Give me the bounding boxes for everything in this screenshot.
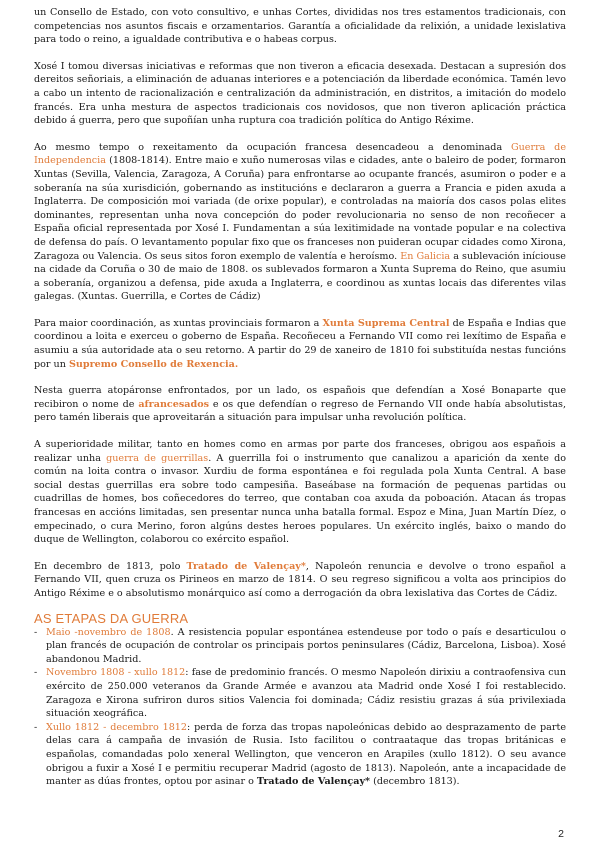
stage-period-link[interactable]: Xullo 1812 - decembro 1812 xyxy=(46,721,188,733)
page-number: 2 xyxy=(558,828,564,840)
list-item xyxy=(34,626,566,667)
text: Nesta guerra atopáronse enfrontados, por un lado, os españois que defendían a Xosé Bonaparte que recibiron o nome de xyxy=(34,385,566,410)
stage-bold-term: Tratado de Valençay* xyxy=(256,776,371,788)
text: Para maior coordinación, as xuntas provinciais formaron a xyxy=(34,317,323,329)
link-guerra-independencia[interactable]: Guerra de Independencia xyxy=(34,141,566,167)
stage-text: : fase de predominio francés. O mesmo Napoleón dirixiu a contraofensiva cun exército de 250.000 veteranos da Grande Armée e avanzou ata Madrid onde Xosé I foi restablecido. Zaragoza e Xirona sufriron duros sitios Valencia foi dominada; Cádiz resistiu grazas á súa privilexiada situación xeográfica. xyxy=(46,667,566,720)
stage-text: (decembro 1813). xyxy=(370,776,460,788)
link-guerra-guerrillas[interactable]: guerra de guerrillas xyxy=(106,452,209,464)
dash-bullet: - xyxy=(34,626,38,638)
stage-text: . A resistencia popular espontánea estendeuse por todo o país e desarticulou o plan francés de ocupación de controlar os principais portos peninsulares (Cádiz, Barcelona, Lisboa). Xosé abandonou Madrid. xyxy=(46,626,566,665)
link-xunta-suprema-central[interactable]: Xunta Suprema Central xyxy=(322,317,450,329)
paragraph-guerrillas xyxy=(34,438,566,547)
dash-bullet: - xyxy=(34,721,38,733)
document-page xyxy=(34,0,566,789)
link-en-galicia[interactable]: En Galicia xyxy=(400,250,451,262)
text: Ao mesmo tempo o rexeitamento da ocupación francesa desencadeou a denominada xyxy=(34,141,511,153)
list-item xyxy=(34,666,566,720)
stage-period-link[interactable]: Maio -novembro de 1808 xyxy=(46,626,171,638)
paragraph-jose-reforms: Xosé I tomou diversas iniciativas e reformas que non tiveron a eficacia desexada. Destacan a supresión dos dereitos señoriais, a eliminación de aduanas interiores e a potenciación da liberdade económica. Tamén levo a cabo un intento de racionalización e centralización da administración, en distritos, a imitación do modelo francés. Era unha mestura de aspectos tradicionais cos novidosos, que non tiveron aplicación práctica debido á guerra, pero que supoñían unha ruptura coa tradición política do Antigo Réxime. xyxy=(34,60,566,127)
stage-text: : perda de forza das tropas napoleónicas debido ao desprazamento de parte delas cara á campaña de invasión de Rusia. Isto facilitou o contraataque das tropas británicas e españolas, comandadas polo xeneral Wellington, que venceron en Arapiles (xullo 1812). O seu avance obrigou a fuxir a Xosé I e permitiu recuperar Madrid (agosto de 1813). Napoleón, ante a incapacidade de manter as dúas frontes, optou por asinar o xyxy=(46,721,566,788)
link-tratado-valencay[interactable]: Tratado de Valençay* xyxy=(186,560,306,572)
paragraph-afrancesados xyxy=(34,384,566,425)
stages-list xyxy=(34,626,566,789)
dash-bullet: - xyxy=(34,667,38,679)
stage-period-link[interactable]: Novembro 1808 - xullo 1812 xyxy=(46,667,186,679)
link-supremo-consello[interactable]: Supremo Consello de Rexencia. xyxy=(68,358,239,370)
text: En decembro de 1813, polo xyxy=(34,560,187,572)
paragraph-valencay xyxy=(34,560,566,601)
text: , Napoleón renuncia e devolve o trono español a Fernando VII, quen cruza os Pirineos en marzo de 1814. O seu regreso significou a volta aos principios do Antigo Réxime e o absolutismo monárquico así como a derrogación da obra lexislativa das Cortes de Cádiz. xyxy=(34,560,566,599)
text: e os que defendían o regreso de Fernando VII onde había absolutistas, pero tamén liberais que aproveitarán a situación para impulsar unha revolución política. xyxy=(34,398,566,424)
text: de España e Indias que coordinou a loita e exerceu o goberno de España. Recoñeceu a Fernando VII como rei lexítimo de España e asumiu a súa autoridade ata o seu retorno. A partir do 29 de xaneiro de 1810 foi substituída nestas funcións por un xyxy=(34,317,567,370)
link-afrancesados[interactable]: afrancesados xyxy=(138,398,209,410)
list-item xyxy=(34,721,566,789)
text: (1808-1814). Entre maio e xuño numerosas vilas e cidades, ante o baleiro de poder, formaron Xuntas (Sevilla, Valencia, Zaragoza, A Coruña) para enfrontarse ao ocupante francés, asumiron o poder e a soberanía na súa xurisdición, gobernando as institucións e declararon a guerra a Francia e piden axuda a Inglaterra. De composición moi variada (de orixe popular), e controladas na maioría dos casos polas elites dominantes, representan unha nova concepción do poder revolucionaria no senso de non recoñecer a España oficial representada por Xosé I. Fundamentan a súa lexitimidade na vontade popular e na colectiva de defensa do país. O levantamento popular fixo que os franceses non puideran ocupar cidades como Xirona, Zaragoza ou Valencia. Os seus sitos foron exemplo de valentía e heroísmo. xyxy=(34,155,566,262)
paragraph-independence-war xyxy=(34,141,566,304)
text: A superioridade militar, tanto en homes como en armas por parte dos franceses, obrigou aos españois a realizar unha xyxy=(34,439,566,464)
section-title: AS ETAPAS DA GUERRA xyxy=(34,610,189,626)
paragraph-constitution: un Consello de Estado, con voto consultivo, e unhas Cortes, divididas nos tres estamentos tradicionais, con competencias nos asuntos fiscais e orzamentarios. Garantía a oficialidade da relixión, a unidade lexislativa para todo o reino, a igualdade contributiva e o habeas corpus. xyxy=(34,7,566,46)
text: . A guerrilla foi o instrumento que canalizou a aparición da xente do común na loita contra o invasor. Xurdiu de forma espontánea e foi regulada pola Xunta Central. A base social destas guerrillas era sobre todo campesiña. Baseábase na formación de pequenas partidas ou cuadrillas de homes, bos coñecedores do terreo, que contaban coa axuda da poboación. Atacan ás tropas francesas en accións limitadas, sen presentar nunca unha batalla formal. Espoz e Mina, Juan Martín Díez, o empecinado, o cura Merino, foron algúns destes heroes populares. Un exército inglés, baixo o mando do duque de Wellington, colaborou co exército español. xyxy=(34,452,566,546)
text: a sublevación iníciouse na cidade da Coruña o 30 de maio de 1808. os sublevados formaron a Xunta Suprema do Reino, que asumiu a soberanía, organizou a defensa, pide axuda a Inglaterra, e coordinou as xuntas locais das diferentes vilas galegas. (Xuntas. Guerrilla, e Cortes de Cádiz) xyxy=(34,250,566,303)
paragraph-xunta-central xyxy=(34,317,566,371)
